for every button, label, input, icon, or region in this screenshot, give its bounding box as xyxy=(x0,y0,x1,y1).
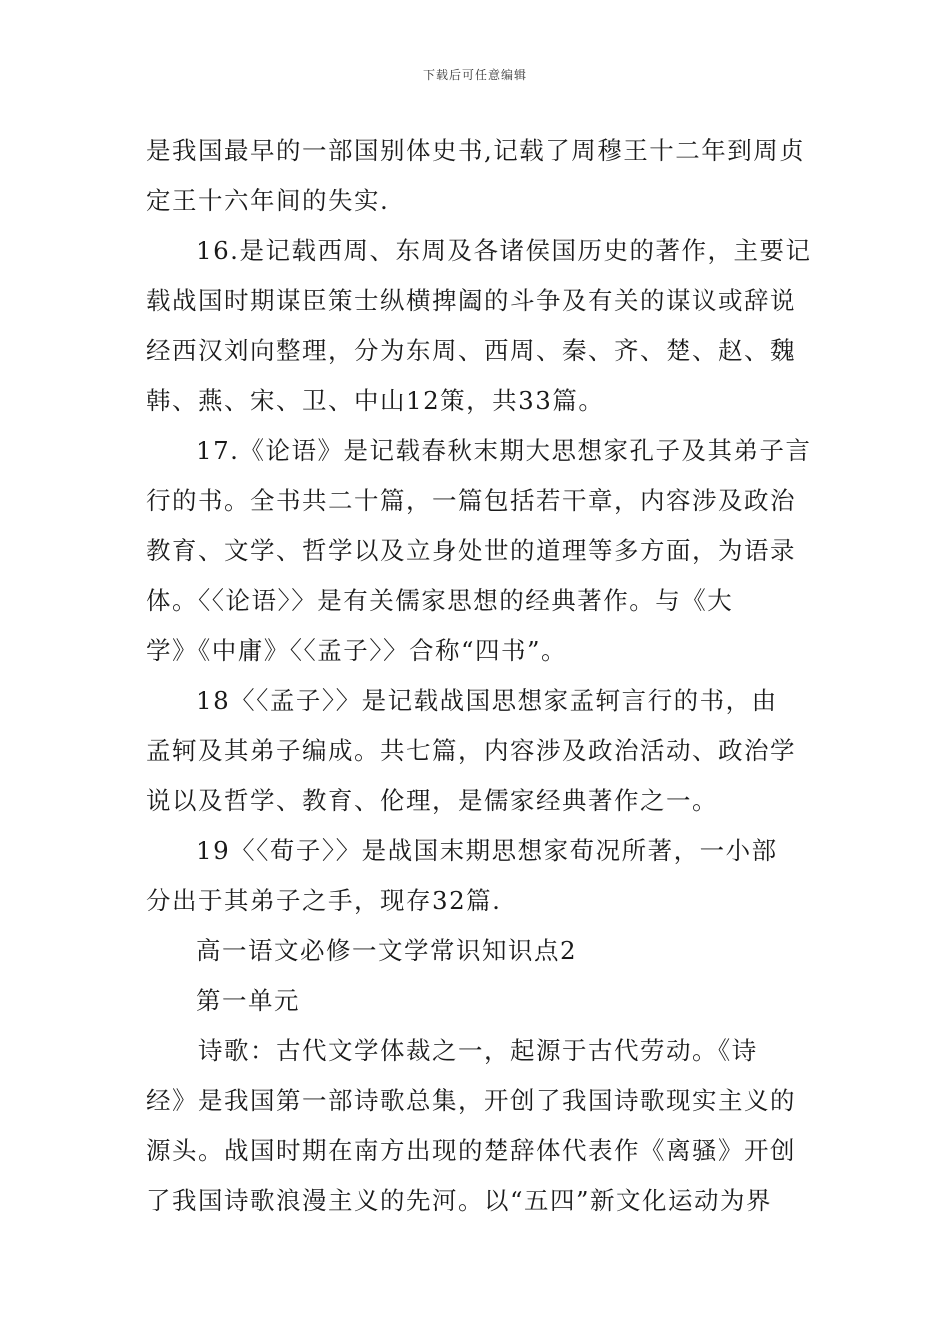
text-line: 行的书。全书共二十篇，一篇包括若干章，内容涉及政治 xyxy=(146,486,796,515)
paragraph-18-start: 18〈〈孟子〉〉是记载战国思想家孟轲言行的书，由 xyxy=(196,686,778,715)
text-line: 韩、燕、宋、卫、中山12策，共33篇。 xyxy=(146,386,605,415)
poetry-paragraph-start: 诗歌：古代文学体裁之一，起源于古代劳动。《诗 xyxy=(198,1036,758,1065)
text-line: 源头。战国时期在南方出现的楚辞体代表作《离骚》开创 xyxy=(146,1136,796,1165)
paragraph-17-start: 17.《论语》是记载春秋末期大思想家孔子及其弟子言 xyxy=(196,436,812,465)
text-line: 说以及哲学、教育、伦理，是儒家经典著作之一。 xyxy=(146,786,718,815)
unit-heading: 第一单元 xyxy=(196,986,300,1015)
text-line: 学》《中庸》〈〈孟子〉〉合称“四书”。 xyxy=(146,636,568,665)
page-header: 下载后可任意编辑 xyxy=(422,68,527,82)
text-line: 分出于其弟子之手，现存32篇. xyxy=(146,886,502,915)
text-line: 载战国时期谋臣策士纵横捭阖的斗争及有关的谋议或辞说 xyxy=(146,286,796,315)
paragraph-16-start: 16.是记载西周、东周及各诸侯国历史的著作，主要记 xyxy=(196,236,812,265)
text-line: 经》是我国第一部诗歌总集，开创了我国诗歌现实主义的 xyxy=(146,1086,796,1115)
text-line: 孟轲及其弟子编成。共七篇，内容涉及政治活动、政治学 xyxy=(146,736,796,765)
document-body xyxy=(146,126,812,1226)
text-line: 体。〈〈论语〉〉是有关儒家思想的经典著作。与《大 xyxy=(146,586,734,615)
section-heading: 高一语文必修一文学常识知识点2 xyxy=(196,936,578,965)
text-line: 教育、文学、哲学以及立身处世的道理等多方面，为语录 xyxy=(146,536,796,565)
text-line: 定王十六年间的失实. xyxy=(146,186,390,215)
text-line: 了我国诗歌浪漫主义的先河。以“五四”新文化运动为界 xyxy=(146,1186,773,1215)
text-line: 是我国最早的一部国别体史书,记载了周穆王十二年到周贞 xyxy=(146,136,806,165)
paragraph-19-start: 19〈〈荀子〉〉是战国末期思想家荀况所著，一小部 xyxy=(196,836,778,865)
text-line: 经西汉刘向整理，分为东周、西周、秦、齐、楚、赵、魏 xyxy=(146,336,796,365)
